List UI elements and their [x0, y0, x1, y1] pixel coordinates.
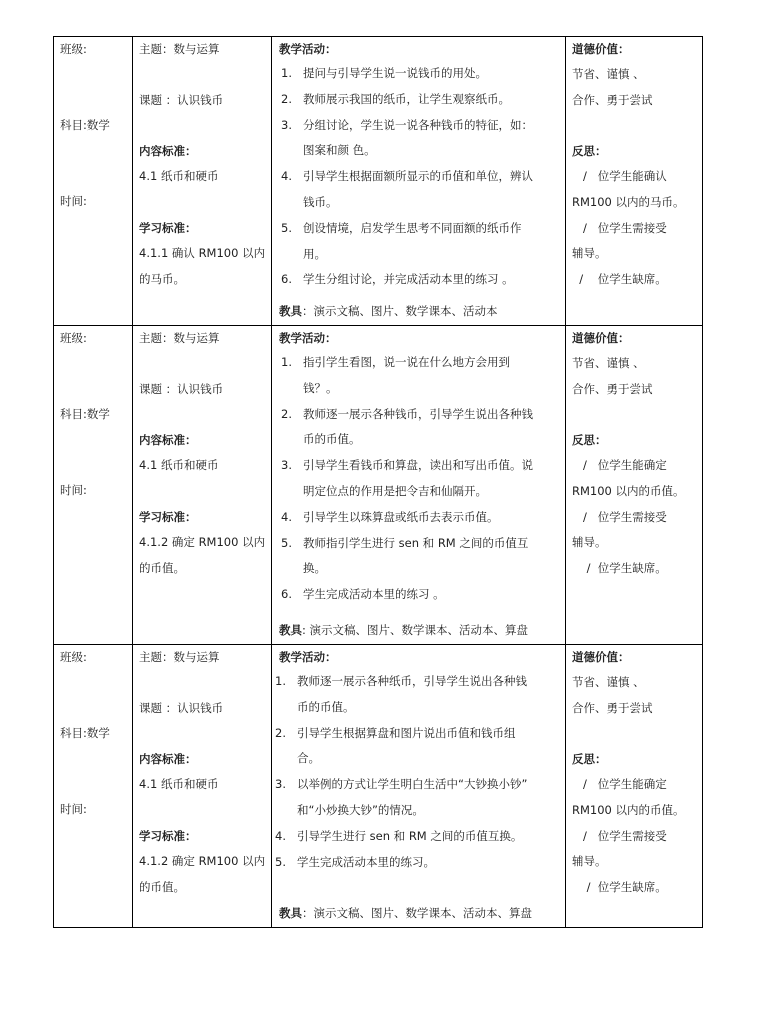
- reflection-line: / 位学生能确认: [572, 169, 667, 183]
- time-label: 时间:: [60, 483, 87, 497]
- activities-cell-inner: [272, 37, 565, 325]
- moral-values-line-2: 合作、勇于尝试: [572, 701, 653, 715]
- activities-cell: [272, 37, 566, 326]
- activity-text: 钱币。: [303, 195, 338, 209]
- reflection-line: / 位学生能确定: [572, 777, 667, 791]
- activity-number: 6.: [281, 272, 292, 287]
- teaching-aids-label: 教具: [279, 304, 302, 318]
- activity-text: 引导学生进行 sen 和 RM 之间的币值互换。: [297, 828, 523, 843]
- activity-text: 明定位点的作用是把令吉和仙隔开。: [303, 484, 487, 498]
- teaching-aids-text: : 演示文稿、图片、数学课本、活动本、算盘: [302, 623, 529, 637]
- topic-text: 课题 ：认识钱币: [139, 701, 224, 715]
- meta-cell-inner: [54, 37, 132, 325]
- moral-values-label: 道德价值：: [572, 42, 630, 56]
- activity-line: [281, 537, 528, 550]
- lesson-row: [54, 37, 703, 326]
- activity-text: 换。: [303, 561, 326, 576]
- teaching-aids-text: ：演示文稿、图片、数学课本、活动本、算盘: [302, 906, 532, 920]
- activity-text: 币的币值。: [297, 699, 355, 714]
- standards-cell: [133, 326, 272, 645]
- learning-standard-line-1: 4.1.1 确认 RM100 以内: [139, 246, 266, 260]
- activity-line: [281, 433, 361, 446]
- activity-text: 教师指引学生进行 sen 和 RM 之间的币值互: [303, 535, 529, 550]
- meta-cell: [54, 645, 133, 928]
- activity-text: 合。: [297, 751, 320, 766]
- activities-label: 教学活动：: [279, 650, 337, 664]
- activity-number: 3.: [275, 777, 286, 792]
- moral-values-label: 道德价值：: [572, 331, 630, 345]
- activity-number: 5.: [275, 854, 286, 869]
- activities-label: 教学活动：: [279, 42, 337, 56]
- activities-cell: [272, 645, 566, 928]
- activity-line: [275, 804, 424, 817]
- activity-number: 5.: [281, 220, 292, 235]
- moral-values-label: 道德价值：: [572, 650, 630, 664]
- values-cell: [566, 326, 703, 645]
- theme-text: 主题：数与运算: [139, 42, 220, 56]
- activity-text: 用。: [303, 246, 326, 261]
- activity-text: 引导学生根据面额所显示的币值和单位，辨认: [303, 169, 533, 184]
- class-label: 班级:: [60, 42, 87, 56]
- reflection-label: 反思：: [572, 144, 607, 158]
- standards-cell: [133, 37, 272, 326]
- reflection-line: / 位学生需接受: [572, 828, 667, 843]
- activity-line: [281, 196, 338, 209]
- activity-text: 学生分组讨论，并完成活动本里的练习 。: [303, 272, 514, 287]
- teaching-aids: [279, 305, 498, 318]
- learning-standard-line-2: 的马币。: [139, 272, 185, 286]
- activity-line: [281, 248, 326, 261]
- reflection-line: / 位学生需接受: [572, 509, 667, 524]
- content-standard-label: 内容标准：: [139, 433, 197, 447]
- activity-line: [275, 701, 355, 714]
- subject-label: 科目:数学: [60, 407, 110, 421]
- activity-line: [275, 675, 527, 688]
- learning-standard-label: 学习标准：: [139, 221, 197, 235]
- activity-line: [281, 222, 522, 235]
- meta-cell-inner: [54, 645, 132, 927]
- activity-text: 教师展示我国的纸币，让学生观察纸币。: [303, 91, 510, 106]
- subject-label: 科目:数学: [60, 726, 110, 740]
- activity-line: [281, 562, 326, 575]
- activity-line: [281, 67, 487, 80]
- lesson-row: [54, 326, 703, 645]
- activity-text: 教师逐一展示各种钱币，引导学生说出各种钱: [303, 406, 533, 421]
- activity-number: 4.: [275, 828, 286, 843]
- reflection-line: / 位学生缺席。: [572, 880, 667, 895]
- reflection-line: 辅导。: [572, 246, 607, 261]
- activity-text: 钱？。: [303, 380, 338, 395]
- moral-values-line-1: 节省、谨慎 、: [572, 67, 645, 81]
- subject-label: 科目:数学: [60, 118, 110, 132]
- learning-standard-line-1: 4.1.2 确定 RM100 以内: [139, 854, 266, 868]
- values-cell: [566, 37, 703, 326]
- activity-text: 图案和颜 色。: [303, 143, 376, 158]
- activity-line: [281, 273, 514, 286]
- reflection-line: / 位学生能确定: [572, 458, 667, 472]
- activity-line: [275, 727, 516, 740]
- reflection-line: 辅导。: [572, 854, 607, 869]
- activity-text: 以举例的方式让学生明白生活中“大钞换小钞”: [297, 777, 528, 792]
- meta-cell: [54, 37, 133, 326]
- meta-cell-inner: [54, 326, 132, 644]
- activity-line: [281, 144, 376, 157]
- lesson-row: [54, 645, 703, 928]
- lesson-plan-table: [53, 36, 703, 928]
- activity-number: 2.: [281, 406, 292, 421]
- content-standard-label: 内容标准：: [139, 144, 197, 158]
- activity-line: [281, 119, 533, 132]
- reflection-line: / 位学生需接受: [572, 220, 667, 235]
- teaching-aids-label: 教具: [279, 623, 302, 637]
- activity-number: 3.: [281, 458, 292, 473]
- time-label: 时间:: [60, 802, 87, 816]
- learning-standard-line-1: 4.1.2 确定 RM100 以内: [139, 535, 266, 549]
- reflection-label: 反思：: [572, 752, 607, 766]
- activity-text: 引导学生以珠算盘或纸币去表示币值。: [303, 509, 499, 524]
- activity-line: [281, 356, 510, 369]
- activity-line: [281, 588, 445, 601]
- activity-number: 1.: [275, 674, 286, 688]
- content-standard: 4.1 纸币和硬币: [139, 169, 219, 183]
- activity-text: 学生完成活动本里的练习 。: [303, 587, 445, 602]
- activity-number: 4.: [281, 169, 292, 184]
- content-standard-label: 内容标准：: [139, 752, 197, 766]
- topic-text: 课题 ：认识钱币: [139, 382, 224, 396]
- activity-line: [281, 408, 533, 421]
- learning-standard-label: 学习标准：: [139, 829, 197, 843]
- activity-text: 教师逐一展示各种纸币，引导学生说出各种钱: [297, 674, 527, 688]
- activity-number: 2.: [281, 91, 292, 106]
- activity-text: 创设情境，启发学生思考不同面额的纸币作: [303, 220, 522, 235]
- activity-text: 引导学生看钱币和算盘，读出和写出币值。说: [303, 458, 533, 473]
- activity-number: 3.: [281, 117, 292, 132]
- activity-line: [281, 382, 338, 395]
- activity-text: 指引学生看图，说一说在什么地方会用到: [303, 355, 510, 369]
- reflection-line: / 位学生缺席。: [572, 561, 667, 576]
- standards-cell-inner: [133, 326, 271, 644]
- activity-number: 1.: [281, 66, 292, 80]
- activity-line: [281, 511, 499, 524]
- theme-text: 主题：数与运算: [139, 331, 220, 345]
- moral-values-line-2: 合作、勇于尝试: [572, 93, 653, 107]
- activity-number: 4.: [281, 509, 292, 524]
- activity-line: [275, 778, 527, 791]
- topic-text: 课题 ：认识钱币: [139, 93, 224, 107]
- activity-number: 5.: [281, 535, 292, 550]
- activity-line: [281, 485, 487, 498]
- activities-label: 教学活动：: [279, 331, 337, 345]
- activity-text: 学生完成活动本里的练习。: [297, 854, 435, 869]
- values-cell-inner: [566, 37, 702, 325]
- activities-cell-inner: [272, 326, 565, 644]
- reflection-line: RM100 以内的币值。: [572, 802, 685, 817]
- lesson-plan-body: [54, 37, 703, 928]
- activity-text: 币的币值。: [303, 432, 361, 447]
- theme-text: 主题：数与运算: [139, 650, 220, 664]
- reflection-line: RM100 以内的马币。: [572, 194, 685, 209]
- values-cell: [566, 645, 703, 928]
- activity-text: 引导学生根据算盘和图片说出币值和钱币组: [297, 725, 516, 740]
- activity-line: [275, 830, 522, 843]
- reflection-line: / 位学生缺席。: [572, 272, 667, 287]
- meta-cell: [54, 326, 133, 645]
- reflection-line: 辅导。: [572, 535, 607, 550]
- moral-values-line-1: 节省、谨慎 、: [572, 675, 645, 689]
- activity-text: 分组讨论，学生说一说各种钱币的特征，如：: [303, 117, 533, 132]
- standards-cell: [133, 645, 272, 928]
- activity-line: [281, 459, 533, 472]
- moral-values-line-1: 节省、谨慎 、: [572, 356, 645, 370]
- activity-line: [281, 170, 533, 183]
- activity-line: [281, 93, 510, 106]
- activity-number: 6.: [281, 587, 292, 602]
- activity-text: 和“小炒换大钞”的情况。: [297, 803, 424, 817]
- values-cell-inner: [566, 326, 702, 644]
- standards-cell-inner: [133, 645, 271, 927]
- learning-standard-line-2: 的币值。: [139, 561, 185, 575]
- reflection-line: RM100 以内的币值。: [572, 483, 685, 498]
- activity-number: 1.: [281, 355, 292, 369]
- teaching-aids: [279, 907, 532, 920]
- activities-cell-inner: [272, 645, 565, 927]
- teaching-aids-label: 教具: [279, 906, 302, 920]
- values-cell-inner: [566, 645, 702, 927]
- activity-number: 2.: [275, 725, 286, 740]
- activity-text: 提问与引导学生说一说钱币的用处。: [303, 66, 487, 80]
- learning-standard-label: 学习标准：: [139, 510, 197, 524]
- reflection-label: 反思：: [572, 433, 607, 447]
- class-label: 班级:: [60, 331, 87, 345]
- standards-cell-inner: [133, 37, 271, 325]
- teaching-aids: [279, 624, 528, 637]
- time-label: 时间:: [60, 194, 87, 208]
- content-standard: 4.1 纸币和硬币: [139, 777, 219, 791]
- class-label: 班级:: [60, 650, 87, 664]
- learning-standard-line-2: 的币值。: [139, 880, 185, 894]
- content-standard: 4.1 纸币和硬币: [139, 458, 219, 472]
- teaching-aids-text: ：演示文稿、图片、数学课本、活动本: [302, 304, 498, 318]
- activities-cell: [272, 326, 566, 645]
- activity-line: [275, 752, 320, 765]
- moral-values-line-2: 合作、勇于尝试: [572, 382, 653, 396]
- activity-line: [275, 856, 435, 869]
